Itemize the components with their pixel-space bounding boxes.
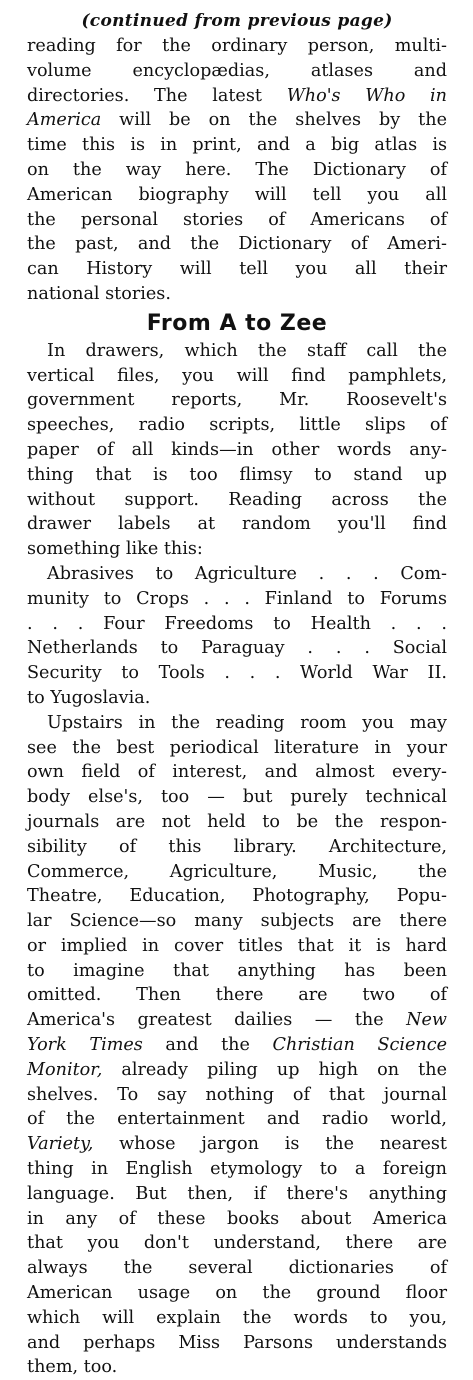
text-line [27, 587, 447, 612]
text-run: national stories. [27, 283, 171, 304]
text-run: or implied in cover titles that it is hard [27, 935, 447, 956]
italic-title: Who's Who in [286, 85, 447, 106]
italic-title: America [27, 110, 102, 131]
text-run: see the best periodical literature in your [27, 737, 447, 758]
text-line [27, 736, 447, 761]
text-run: language. But then, if there's anything [27, 1183, 447, 1204]
text-run: to Yugoslavia. [27, 687, 151, 708]
text-line [27, 34, 447, 59]
text-run: vertical files, you will find pamphlets, [27, 365, 447, 386]
text-run: speeches, radio scripts, little slips of [27, 415, 447, 436]
text-line [27, 1132, 447, 1157]
text-run: shelves. To say nothing of that journal [27, 1084, 447, 1105]
text-run: drawer labels at random you'll find [27, 514, 447, 535]
italic-title: Variety, [27, 1134, 94, 1155]
text-run: omitted. Then there are two of [27, 985, 447, 1006]
text-line [27, 1157, 447, 1182]
text-run: that you don't understand, there are [27, 1233, 447, 1254]
text-line [27, 1207, 447, 1232]
text-line [27, 860, 447, 885]
text-run: American usage on the ground floor [27, 1283, 447, 1304]
text-run: directories. The latest [27, 85, 287, 106]
text-line [27, 388, 447, 413]
text-run: own field of interest, and almost every- [27, 762, 447, 783]
text-run: something like this: [27, 539, 203, 560]
continued-note: (continued from previous page) [81, 11, 393, 31]
text-line [27, 909, 447, 934]
text-run: sibility of this library. Architecture, [27, 836, 447, 857]
text-line [27, 636, 447, 661]
text-line [27, 1331, 447, 1356]
text-line [27, 760, 447, 785]
text-line [27, 413, 447, 438]
text-run: volume encyclopædias, atlases and [27, 60, 447, 81]
text-line [27, 934, 447, 959]
text-line [27, 59, 447, 84]
text-run: without support. Reading across the [27, 489, 447, 510]
text-line [27, 339, 447, 364]
text-line [27, 488, 447, 513]
text-run: the past, and the Dictionary of Ameri- [27, 234, 447, 255]
intro-paragraph [27, 34, 447, 307]
text-run: and the [142, 1035, 273, 1056]
text-run: always the several dictionaries of [27, 1258, 447, 1279]
text-run: whose jargon is the nearest [93, 1134, 447, 1155]
text-line [27, 183, 447, 208]
text-line [27, 1355, 447, 1380]
text-line [27, 133, 447, 158]
text-run: which will explain the words to you, [27, 1307, 447, 1328]
text-line [27, 983, 447, 1008]
text-run: reading for the ordinary person, multi- [27, 36, 447, 56]
text-line [27, 84, 447, 109]
italic-title: York Times [27, 1035, 143, 1056]
text-run: body else's, too — but purely technical [27, 787, 447, 808]
text-line [27, 1107, 447, 1132]
italic-title: Christian Science [272, 1035, 447, 1056]
text-line [27, 1256, 447, 1281]
text-line [27, 208, 447, 233]
text-run: Commerce, Agriculture, Music, the [27, 861, 447, 882]
text-line [27, 232, 447, 257]
reading-room-paragraph [27, 711, 447, 1380]
text-line [27, 661, 447, 686]
text-line [27, 1083, 447, 1108]
text-line [27, 1306, 447, 1331]
text-run: thing in English etymology to a foreign [27, 1159, 447, 1180]
text-line [27, 1008, 447, 1033]
text-run: Abrasives to Agriculture . . . Com- [47, 563, 447, 584]
text-run: on the way here. The Dictionary of [27, 159, 447, 180]
text-run: to imagine that anything has been [27, 960, 447, 981]
text-run: America's greatest dailies — the [27, 1010, 407, 1031]
italic-title: Monitor, [27, 1059, 103, 1080]
text-run: lar Science—so many subjects are there [27, 911, 447, 932]
text-line [27, 1058, 447, 1083]
text-line [27, 463, 447, 488]
section-heading: From A to Zee [146, 310, 328, 336]
drawer-labels-paragraph [27, 562, 447, 711]
text-line [27, 108, 447, 133]
text-run: Theatre, Education, Photography, Popu- [27, 886, 447, 907]
text-run: Netherlands to Paraguay . . . Social [27, 638, 447, 659]
text-line [27, 562, 447, 587]
text-run: Upstairs in the reading room you may [47, 712, 447, 733]
text-run: can History will tell you all their [27, 259, 447, 280]
text-line [27, 364, 447, 389]
text-line [27, 959, 447, 984]
article-column [27, 8, 447, 1380]
text-run: time this is in print, and a big atlas is [27, 135, 447, 156]
text-line [27, 438, 447, 463]
text-line [27, 1182, 447, 1207]
text-line [27, 612, 447, 637]
italic-title: New [406, 1010, 447, 1031]
text-run: . . . Four Freedoms to Health . . . [27, 613, 447, 634]
text-run: In drawers, which the staff call the [47, 340, 447, 361]
text-line [27, 785, 447, 810]
text-line [27, 711, 447, 736]
text-run: government reports, Mr. Roosevelt's [27, 390, 447, 411]
text-line [27, 282, 447, 307]
text-run: of the entertainment and radio world, [27, 1109, 447, 1130]
text-run: them, too. [27, 1357, 118, 1378]
text-line [27, 1033, 447, 1058]
text-run: paper of all kinds—in other words any- [27, 439, 447, 460]
text-run: Security to Tools . . . World War II. [27, 663, 447, 684]
text-line [27, 257, 447, 282]
text-run: will be on the shelves by the [101, 110, 447, 131]
text-run: American biography will tell you all [27, 184, 447, 205]
text-run: journals are not held to be the respon- [27, 811, 447, 832]
text-line [27, 1281, 447, 1306]
vertical-files-paragraph [27, 339, 447, 562]
text-run: munity to Crops . . . Finland to Forums [27, 588, 447, 609]
text-line [27, 686, 447, 711]
text-run: and perhaps Miss Parsons understands [27, 1332, 447, 1353]
text-run: already piling up high on the [102, 1059, 447, 1080]
text-line [27, 835, 447, 860]
text-line [27, 537, 447, 562]
text-run: the personal stories of Americans of [27, 209, 447, 230]
text-line [27, 1231, 447, 1256]
text-line [27, 512, 447, 537]
text-run: in any of these books about America [27, 1208, 447, 1229]
text-line [27, 810, 447, 835]
text-line [27, 884, 447, 909]
text-line [27, 158, 447, 183]
text-run: thing that is too flimsy to stand up [27, 464, 447, 485]
